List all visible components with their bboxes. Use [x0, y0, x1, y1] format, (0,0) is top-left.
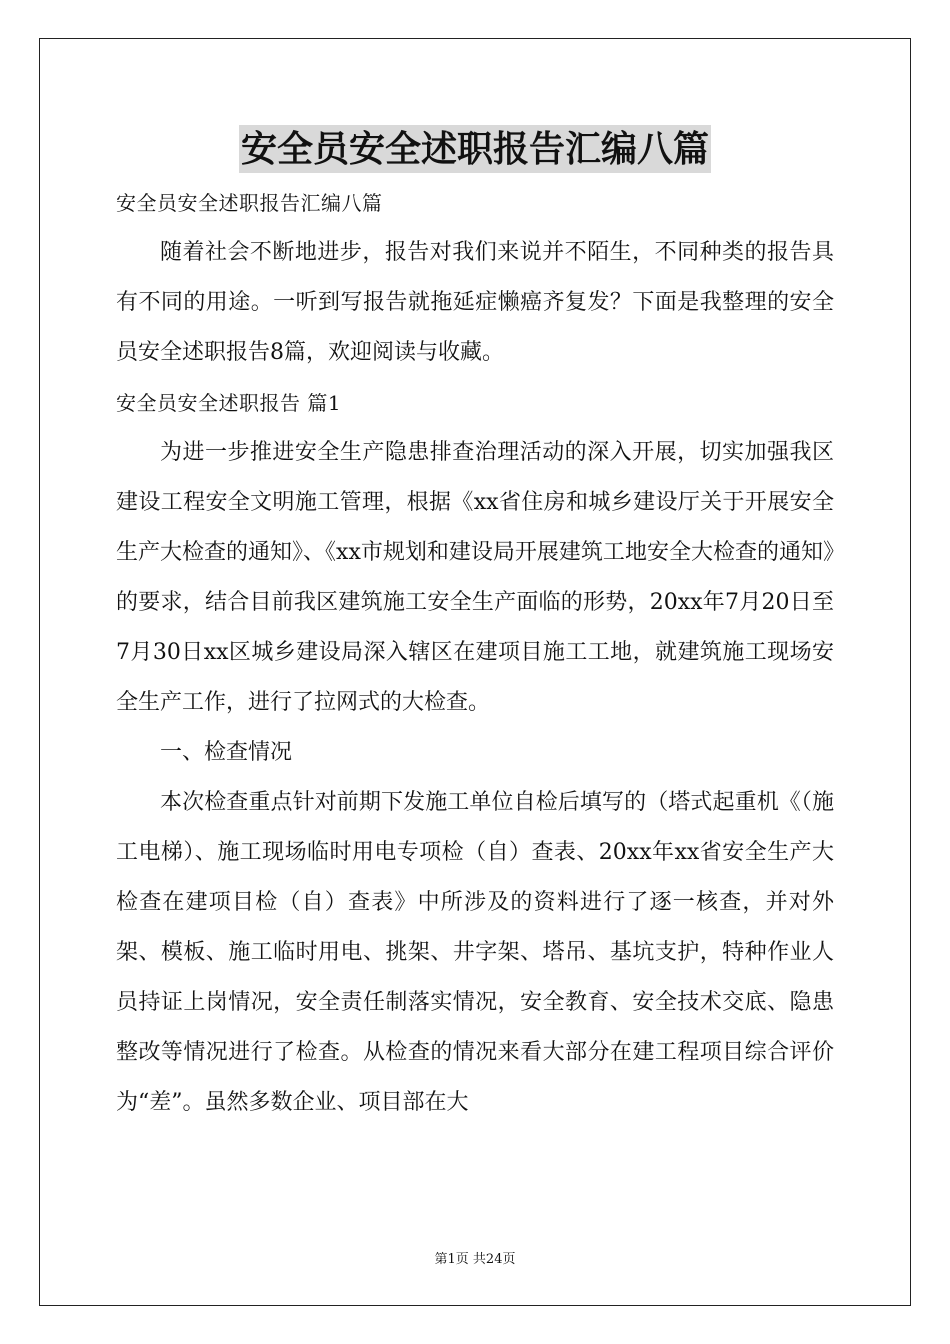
title-container	[0, 125, 950, 173]
intro-paragraph: 随着社会不断地进步，报告对我们来说并不陌生，不同种类的报告具有不同的用途。一听到写报告就拖延症懒癌齐复发？下面是我整理的安全员安全述职报告8篇，欢迎阅读与收藏。	[116, 240, 834, 365]
document-subtitle: 安全员安全述职报告汇编八篇	[116, 191, 383, 215]
subheading: 一、检查情况	[160, 740, 293, 765]
page-footer: 第1页 共24页	[434, 1252, 516, 1267]
document-title: 安全员安全述职报告汇编八篇	[239, 125, 711, 173]
body-paragraph: 本次检查重点针对前期下发施工单位自检后填写的（塔式起重机《（施工电梯）、施工现场临时用电专项检（自）查表、20xx年xx省安全生产大检查在建项目检（自）查表》中所涉及的资料进行了逐一核查，并对外架、模板、施工临时用电、挑架、井字架、塔吊、基坑支护，特种作业人员持证上岗情况，安全责任制落实情况，安全教育、安全技术交底、隐患整改等情况进行了检查。从检查的情况来看大部分在建工程项目综合评价为“差”。虽然多数企业、项目部在大	[116, 790, 834, 1115]
section-heading: 安全员安全述职报告 篇1	[116, 391, 342, 415]
document-body	[116, 178, 834, 1128]
body-paragraph: 为进一步推进安全生产隐患排查治理活动的深入开展，切实加强我区建设工程安全文明施工管理，根据《xx省住房和城乡建设厅关于开展安全生产大检查的通知》、《xx市规划和建设局开展建筑工地安全大检查的通知》的要求，结合目前我区建筑施工安全生产面临的形势，20xx年7月20日至7月30日xx区城乡建设局深入辖区在建项目施工工地，就建筑施工现场安全生产工作，进行了拉网式的大检查。	[116, 440, 834, 715]
